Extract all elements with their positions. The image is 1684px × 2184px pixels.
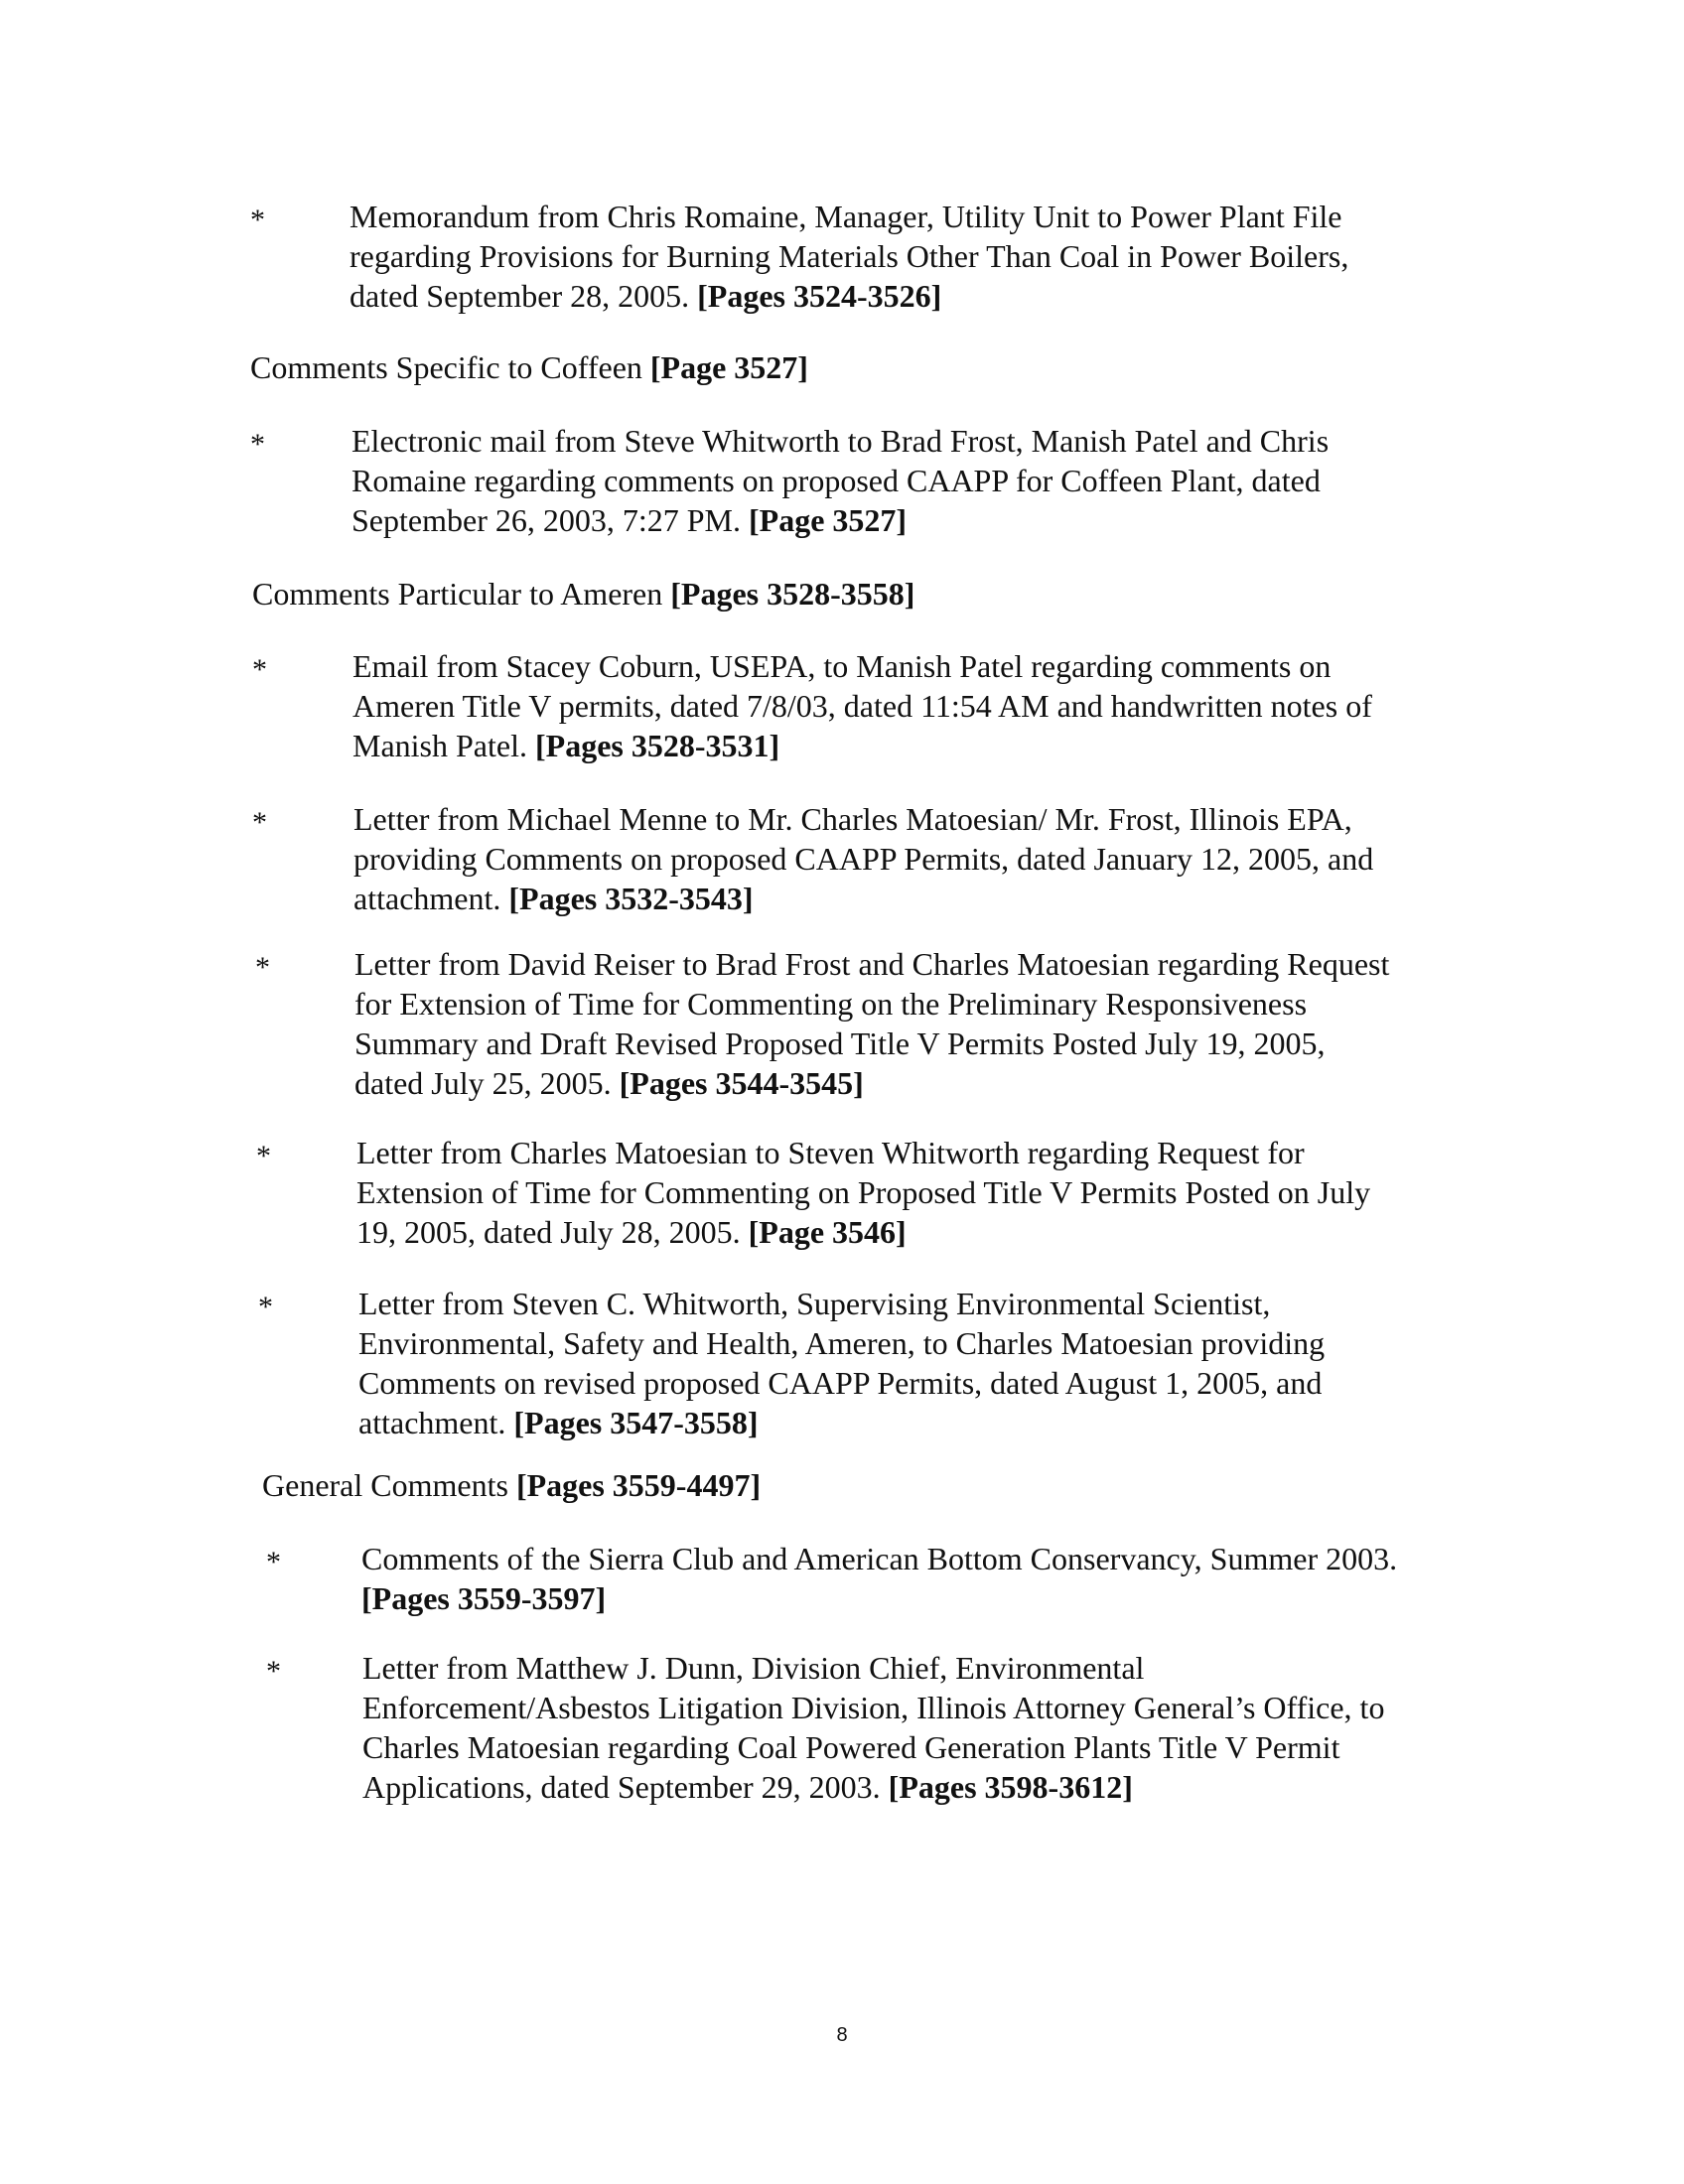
page-reference: [Page 3527] [748, 502, 908, 538]
bullet-asterisk: * [256, 1140, 271, 1172]
item-line [354, 1063, 1389, 1103]
item-line: Letter from Charles Matoesian to Steven Whitworth regarding Request for [356, 1135, 1305, 1170]
page-number: 8 [836, 2024, 848, 2046]
page-reference: [Page 3527] [649, 349, 808, 385]
bullet-asterisk: * [258, 1291, 273, 1323]
item-line: Charles Matoesian regarding Coal Powered Generation Plants Title V Permit [362, 1729, 1340, 1765]
item-line [362, 1767, 1384, 1807]
item-line: Extension of Time for Commenting on Proposed Title V Permits Posted on July [356, 1174, 1371, 1210]
item-line: Environmental, Safety and Health, Ameren, to Charles Matoesian providing [358, 1325, 1326, 1361]
item-line-text: Manish Patel. [352, 728, 535, 763]
item-line [353, 879, 1373, 918]
item-line: Comments on revised proposed CAAPP Permits, dated August 1, 2005, and [358, 1365, 1323, 1401]
page-reference: [Pages 3524-3526] [697, 278, 942, 314]
bullet-asterisk: * [252, 806, 267, 839]
item-line-text: dated September 28, 2005. [350, 278, 698, 314]
item-line: providing Comments on proposed CAAPP Permits, dated January 12, 2005, and [353, 841, 1374, 877]
section-title: Comments Particular to Ameren [252, 576, 671, 612]
item-line [352, 726, 1372, 765]
item-line: for Extension of Time for Commenting on the Preliminary Responsiveness [354, 986, 1308, 1022]
item-text [356, 1133, 1370, 1252]
item-line: Letter from David Reiser to Brad Frost and Charles Matoesian regarding Request [354, 946, 1390, 982]
item-line: Summary and Draft Revised Proposed Title V Permits Posted July 19, 2005, [354, 1025, 1326, 1061]
section-heading-ameren [252, 574, 914, 614]
item-text [361, 1539, 1397, 1618]
item-text [358, 1284, 1325, 1442]
bullet-asterisk: * [250, 428, 265, 461]
item-line-text: September 26, 2003, 7:27 PM. [351, 502, 749, 538]
item-line: Romaine regarding comments on proposed CAAPP for Coffeen Plant, dated [351, 463, 1321, 498]
page-reference: [Pages 3559-3597] [361, 1580, 607, 1616]
item-line [356, 1212, 1370, 1252]
item-line: Letter from Steven C. Whitworth, Supervising Environmental Scientist, [358, 1286, 1271, 1321]
page-reference: [Pages 3544-3545] [619, 1065, 864, 1101]
section-heading-coffeen [250, 347, 808, 387]
item-text [352, 646, 1372, 765]
section-heading-general [262, 1465, 761, 1505]
item-line: Memorandum from Chris Romaine, Manager, Utility Unit to Power Plant File [350, 199, 1342, 234]
page-reference: [Pages 3532-3543] [508, 881, 754, 916]
bullet-asterisk: * [266, 1546, 281, 1578]
page-reference: [Pages 3559-4497] [515, 1467, 762, 1503]
item-text [350, 197, 1348, 316]
item-line: Enforcement/Asbestos Litigation Division, Illinois Attorney General’s Office, to [362, 1690, 1385, 1725]
page-reference: [Pages 3547-3558] [513, 1405, 759, 1440]
item-line-text: 19, 2005, dated July 28, 2005. [356, 1214, 749, 1250]
section-title: General Comments [262, 1467, 516, 1503]
item-line: Email from Stacey Coburn, USEPA, to Manish Patel regarding comments on [352, 648, 1332, 684]
bullet-asterisk: * [255, 951, 270, 984]
item-line: Letter from Michael Menne to Mr. Charles Matoesian/ Mr. Frost, Illinois EPA, [353, 801, 1352, 837]
item-text [353, 799, 1373, 918]
item-line: Letter from Matthew J. Dunn, Division Chief, Environmental [362, 1650, 1145, 1686]
item-line [358, 1403, 1325, 1442]
page-reference: [Pages 3598-3612] [888, 1769, 1133, 1805]
item-line: Comments of the Sierra Club and American Bottom Conservancy, Summer 2003. [361, 1541, 1398, 1576]
item-line: regarding Provisions for Burning Materials Other Than Coal in Power Boilers, [350, 238, 1349, 274]
item-line: Ameren Title V permits, dated 7/8/03, dated 11:54 AM and handwritten notes of [352, 688, 1372, 724]
item-line [361, 1578, 1397, 1618]
item-line [351, 500, 1329, 540]
bullet-asterisk: * [250, 204, 265, 236]
item-line: Electronic mail from Steve Whitworth to Brad Frost, Manish Patel and Chris [351, 423, 1330, 459]
item-text [362, 1648, 1384, 1807]
item-line-text: attachment. [353, 881, 509, 916]
item-line-text: attachment. [358, 1405, 514, 1440]
item-line-text: dated July 25, 2005. [354, 1065, 620, 1101]
item-text [354, 944, 1389, 1103]
page-reference: [Pages 3528-3558] [670, 576, 915, 612]
page-reference: [Pages 3528-3531] [534, 728, 780, 763]
page-reference: [Page 3546] [748, 1214, 907, 1250]
item-text [351, 421, 1329, 540]
bullet-asterisk: * [252, 653, 267, 686]
item-line [350, 276, 1348, 316]
section-title: Comments Specific to Coffeen [250, 349, 650, 385]
bullet-asterisk: * [266, 1655, 281, 1688]
item-line-text: Applications, dated September 29, 2003. [362, 1769, 889, 1805]
